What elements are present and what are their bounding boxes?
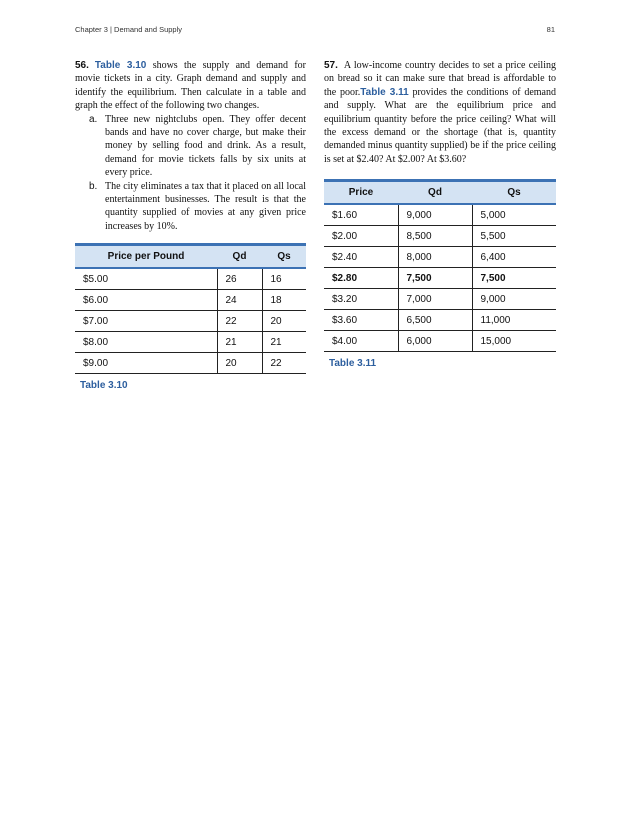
- table-cell: 22: [262, 353, 306, 374]
- table-3-10-wrapper: [75, 243, 306, 391]
- table-header-row: [324, 181, 556, 205]
- table-row: [324, 247, 556, 268]
- list-item: [75, 113, 306, 180]
- table-cell: 20: [217, 353, 262, 374]
- table-cell: 8,000: [398, 247, 472, 268]
- table-header-row: [75, 245, 306, 269]
- table-row: [75, 290, 306, 311]
- table-row: [324, 289, 556, 310]
- table-cell: $2.80: [324, 268, 398, 289]
- table-cell: 7,500: [398, 268, 472, 289]
- table-cell: $7.00: [75, 311, 217, 332]
- table-cell: 5,500: [472, 226, 556, 247]
- table-cell: $5.00: [75, 268, 217, 290]
- table-cell: 6,400: [472, 247, 556, 268]
- table-3-11: [324, 179, 556, 352]
- question-text: provides the conditions of demand and supply. What are the equilibrium price and equilibrium quantity before the price ceiling? What will the excess demand or the shortage (that is, quantity demanded minus quantity supplied) be if the price ceiling is set at $2.40? At $2.00? At $3.60?: [324, 86, 556, 165]
- table-cell: 22: [217, 311, 262, 332]
- table-cell: 8,500: [398, 226, 472, 247]
- question-text: shows the supply and demand for movie tickets in a city. Graph demand and supply and identify the equilibrium. Then calculate in a table and graph the effect of the following two changes.: [75, 60, 306, 112]
- question-text: A low-income country decides to set a price ceiling on bread so it can make sure that bread is affordable to the poor.: [324, 60, 556, 98]
- table-cell: 26: [217, 268, 262, 290]
- page-header: [75, 25, 555, 37]
- table-3-10: [75, 243, 306, 374]
- table-cell: 15,000: [472, 331, 556, 352]
- table-cell: 6,000: [398, 331, 472, 352]
- table-row-equilibrium: [324, 268, 556, 289]
- table-row: [75, 268, 306, 290]
- column-header: Qd: [217, 245, 262, 269]
- table-cell: $8.00: [75, 332, 217, 353]
- table-row: [324, 204, 556, 226]
- table-cell: $2.00: [324, 226, 398, 247]
- table-cell: $6.00: [75, 290, 217, 311]
- table-reference-link[interactable]: Table 3.11: [360, 86, 409, 98]
- table-cell: 9,000: [398, 204, 472, 226]
- list-item-text: The city eliminates a tax that it placed on all local entertainment businesses. The result is that the quantity supplied of movies at any given price increases by 10%.: [105, 180, 306, 232]
- table-cell: 24: [217, 290, 262, 311]
- table-cell: 5,000: [472, 204, 556, 226]
- page-number: 81: [546, 25, 555, 34]
- table-cell: 21: [262, 332, 306, 353]
- column-header: Price per Pound: [75, 245, 217, 269]
- list-marker: b.: [89, 180, 98, 192]
- table-cell: $2.40: [324, 247, 398, 268]
- question-57-prompt: [324, 59, 556, 166]
- table-cell: 11,000: [472, 310, 556, 331]
- table-cell: 9,000: [472, 289, 556, 310]
- table-reference-link[interactable]: Table 3.10: [94, 60, 147, 71]
- chapter-title: Chapter 3 | Demand and Supply: [75, 25, 183, 34]
- question-number: 56.: [75, 60, 89, 71]
- list-item-text: Three new nightclubs open. They offer decent bands and have no cover charge, but make their money by selling food and drink. As a result, demand for movie tickets falls by six units at every price.: [105, 113, 306, 179]
- list-marker: a.: [89, 113, 98, 125]
- table-cell: $1.60: [324, 204, 398, 226]
- table-cell: $4.00: [324, 331, 398, 352]
- question-56: [75, 59, 306, 391]
- column-header: Qs: [262, 245, 306, 269]
- question-56-prompt: [75, 59, 306, 113]
- question-number: 57.: [324, 60, 338, 71]
- table-row: [324, 226, 556, 247]
- table-cell: $9.00: [75, 353, 217, 374]
- table-caption: Table 3.10: [80, 380, 128, 392]
- question-57: [324, 59, 556, 369]
- table-row: [75, 332, 306, 353]
- table-cell: 7,000: [398, 289, 472, 310]
- table-cell: 16: [262, 268, 306, 290]
- column-header: Qd: [398, 181, 472, 205]
- table-caption: Table 3.11: [329, 358, 377, 370]
- table-cell: 21: [217, 332, 262, 353]
- table-row: [75, 311, 306, 332]
- table-row: [324, 331, 556, 352]
- table-cell: 18: [262, 290, 306, 311]
- column-header: Price: [324, 181, 398, 205]
- table-cell: $3.60: [324, 310, 398, 331]
- table-cell: 7,500: [472, 268, 556, 289]
- table-row: [75, 353, 306, 374]
- table-row: [324, 310, 556, 331]
- table-cell: 20: [262, 311, 306, 332]
- column-header: Qs: [472, 181, 556, 205]
- table-3-11-wrapper: [324, 179, 556, 369]
- table-cell: 6,500: [398, 310, 472, 331]
- table-cell: $3.20: [324, 289, 398, 310]
- list-item: [75, 180, 306, 234]
- sub-question-list: [75, 113, 306, 234]
